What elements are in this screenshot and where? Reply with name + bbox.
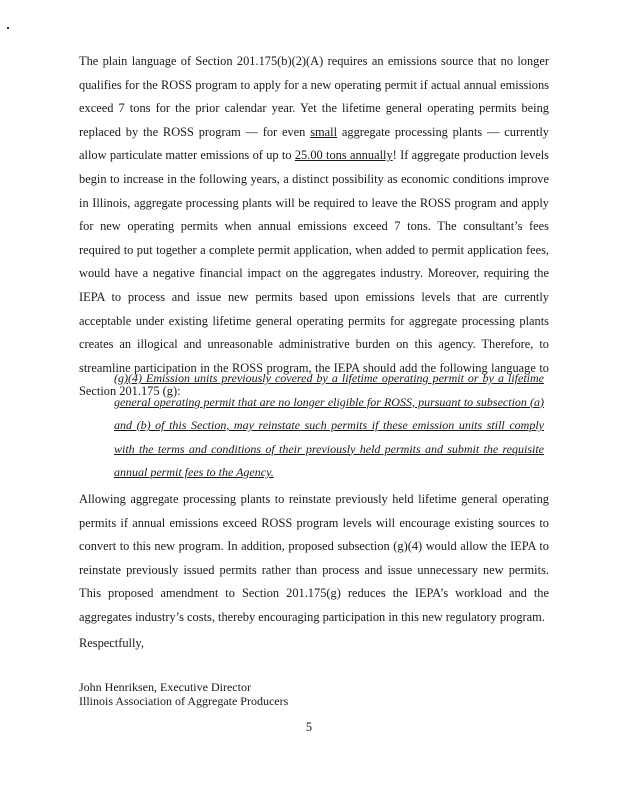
underlined-small: small bbox=[310, 124, 338, 139]
closing-salutation: Respectfully, bbox=[79, 636, 144, 650]
scan-speck bbox=[7, 27, 9, 29]
page-number: 5 bbox=[305, 720, 313, 734]
paragraph-ross-requirements: The plain language of Section 201.175(b)(2)(A) requires an emissions source that no longer qualifies for the ROSS program to apply for a new operating permit if actual annual emissions exceed 7 tons for the prior calendar year. Yet the lifetime general operating permits being replaced by the ROSS program — for even small aggregate processing plants — currently allow particulate matter emissions of up to 25.00 tons annually! If aggregate production levels begin to increase in the following years, a distinct possibility as economic conditions improve in Illinois, aggregate processing plants will be required to leave the ROSS program and apply for new operating permits when annual emissions exceed 7 tons. The consultant’s fees required to put together a complete permit application, when added to permit application fees, would have a negative financial impact on the aggregates industry. Moreover, requiring the IEPA to process and issue new permits based upon emissions levels that are currently acceptable under existing lifetime general operating permits for aggregate processing plants creates an illogical and unreasonable administrative burden on this agency. Therefore, to streamline participation in the ROSS program, the IEPA should add the following language to Section 201.175 (g): bbox=[79, 54, 549, 399]
paragraph-proposed-amendment: Allowing aggregate processing plants to reinstate previously held lifetime general operating permits if annual emissions exceed ROSS program levels will encourage existing sources to convert to this new program. In addition, proposed subsection (g)(4) would allow the IEPA to reinstate previously issued permits rather than process and issue unnecessary new permits. This proposed amendment to Section 201.175(g) reduces the IEPA’s workload and the aggregates industry’s costs, thereby encouraging participation in this new regulatory program. bbox=[79, 492, 549, 624]
signature-block bbox=[79, 680, 288, 708]
signatory-organization: Illinois Association of Aggregate Producers bbox=[79, 694, 289, 708]
underlined-emission-limit: 25.00 tons annually bbox=[294, 148, 393, 163]
proposed-language-quote: (g)(4) Emission units previously covered by a lifetime operating permit or by a lifetime general operating permit that are no longer eligible for ROSS, pursuant to subsection (a) and (b) of this Section, may reinstate such permits if these emission units still comply with the terms and conditions of their previously held permits and submit the requisite annual permit fees to the Agency. bbox=[114, 371, 544, 479]
signatory-name: John Henriksen, Executive Director bbox=[79, 680, 251, 694]
